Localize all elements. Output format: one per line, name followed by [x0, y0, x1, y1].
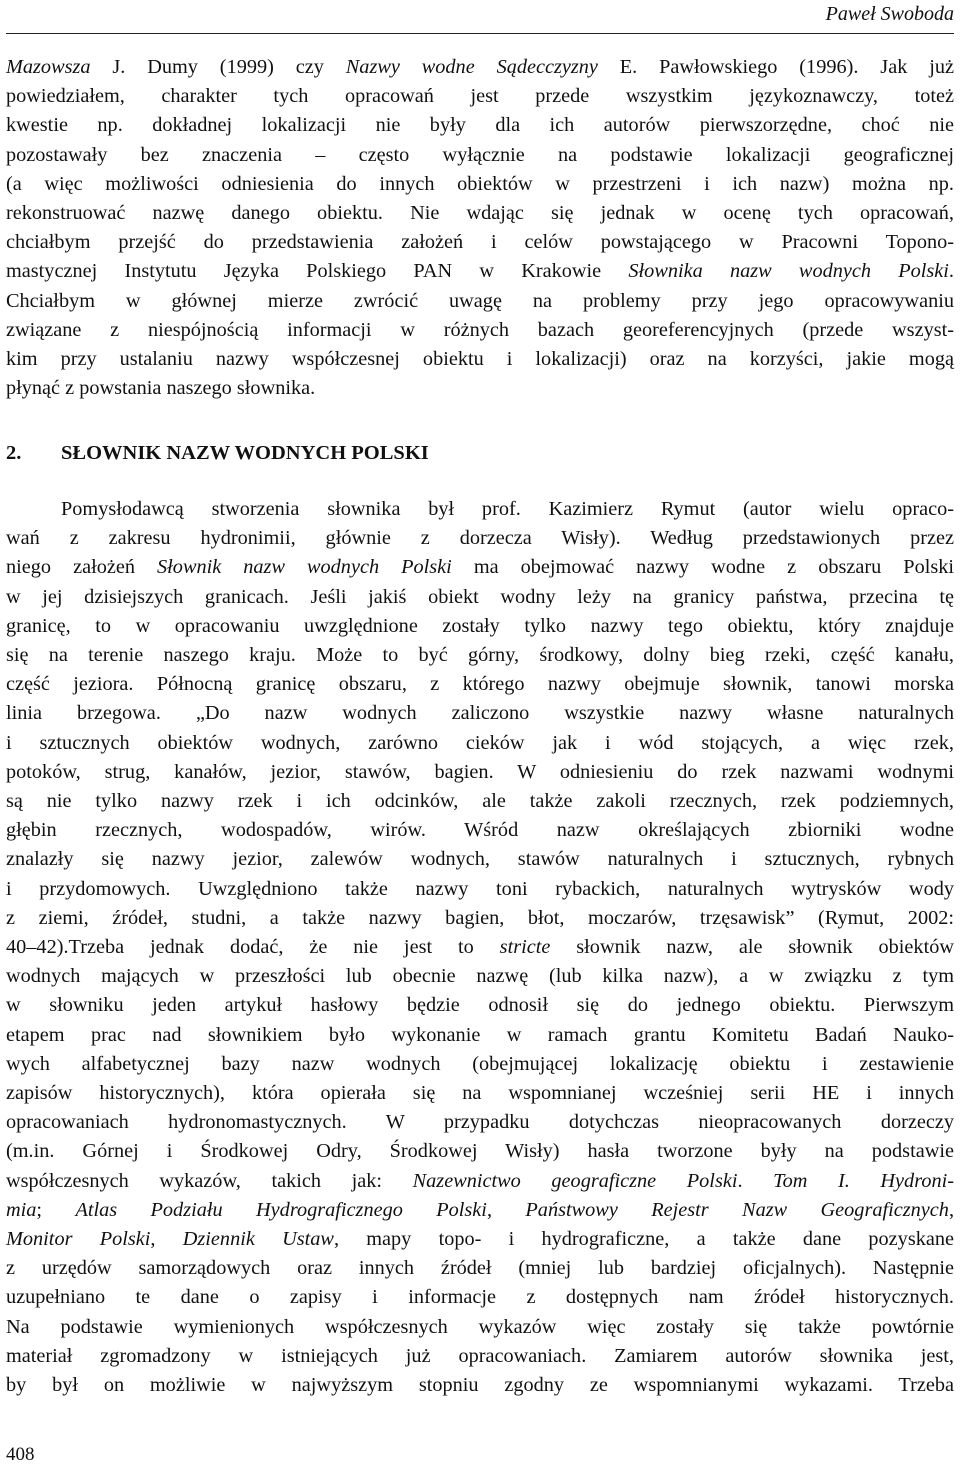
text-line: powiedziałem, charakter tych opracowań jest przede wszystkim językoznawczy, toteż	[6, 85, 954, 108]
text-line: płynąć z powstania naszego słownika.	[6, 377, 316, 400]
text-line: zapisów historycznych), która opierała się na wspomnianej wcześniej serii HE i innych	[6, 1082, 954, 1105]
italic-title: Nazewnictwo geograficzne Polski	[412, 1169, 738, 1192]
text-line: by był on możliwie w najwyższym stopniu zgodny ze wspomnianymi wykazami. Trzeba	[6, 1374, 954, 1397]
italic-term: stricte	[499, 936, 551, 959]
text-line: chciałbym przejść do przedstawienia założeń i celów powstającego w Pracowni Topono-	[6, 231, 954, 254]
text-line: etapem prac nad słownikiem było wykonanie w ramach grantu Komitetu Badań Nauko-	[6, 1023, 954, 1046]
text-line: granicę, to w opracowaniu uwzględnione zostały tylko nazwy tego obiektu, który znajduje	[6, 614, 954, 637]
text-line: kim przy ustalaniu nazwy współczesnej obiektu i lokalizacji) oraz na korzyści, jakie mogą	[6, 348, 954, 371]
text-line: wych alfabetycznej bazy nazw wodnych (obejmującej lokalizację obiektu i zestawienie	[6, 1052, 954, 1075]
text-line	[6, 53, 954, 82]
text-line: głębin rzecznych, wodospadów, wirów. Wśród nazw określających zbiorniki wodne	[6, 819, 954, 842]
text-line: wań z zakresu hydronimii, głównie z dorzecza Wisły). Według przedstawionych przez	[6, 527, 954, 550]
text-run: ,	[948, 1198, 955, 1221]
text-line: w słowniku jeden artykuł hasłowy będzie odnosił się do jednego obiektu. Pierwszym	[6, 994, 954, 1017]
italic-title: Mazowsza	[6, 56, 91, 78]
text-line: wodnych mających w przeszłości lub obecnie nazwę (lub kilka nazw), a w związku z tym	[6, 965, 954, 988]
text-line: z ziemi, źródeł, studni, a także nazwy bagien, błot, moczarów, trzęsawisk” (Rymut, 2002:	[6, 906, 954, 929]
text-line	[6, 1196, 954, 1225]
text-line	[6, 257, 954, 286]
text-run: E. Pawłowskiego (1996). Jak już	[597, 56, 954, 78]
text-run: .	[948, 260, 954, 283]
text-run: niego założeń	[6, 556, 158, 579]
text-line: linia brzegowa. „Do nazw wodnych zaliczono wszystkie nazwy własne naturalnych	[6, 702, 954, 725]
italic-title: Atlas Podziału Hydrograficznego Polski	[75, 1198, 487, 1221]
italic-title: Tom I. Hydroni-	[773, 1169, 955, 1192]
text-run: 40–42).Trzeba jednak dodać, że nie jest to	[6, 936, 500, 959]
text-line: w jej dzisiejszych granicach. Jeśli jakiś obiekt wodny leży na granicy państwa, przecina tę	[6, 585, 954, 608]
section-heading	[6, 438, 429, 468]
section-number: 2.	[6, 442, 22, 464]
text-line	[6, 1167, 954, 1196]
text-run: ;	[36, 1198, 76, 1221]
text-line: rekonstruować nazwę danego obiektu. Nie wdając się jednak w ocenę tych opracowań,	[6, 202, 954, 225]
header-rule	[6, 33, 954, 34]
text-run: .	[737, 1169, 774, 1192]
italic-title: mia	[6, 1198, 37, 1221]
text-line: się na terenie naszego kraju. Może to być górny, środkowy, dolny bieg rzeki, część kanału,	[6, 644, 954, 667]
italic-title: Nazwy wodne Sądecczyzny	[345, 56, 598, 78]
text-run: , mapy topo- i hydrograficzne, a także dane pozyskane	[333, 1228, 954, 1251]
text-line: opracowaniach hydronomastycznych. W przypadku dotychczas nieopracowanych dorzeczy	[6, 1111, 954, 1134]
italic-title: Państwowy Rejestr Nazw Geograficznych	[525, 1198, 949, 1221]
text-line: z urzędów samorządowych oraz innych źródeł (mniej lub bardziej oficjalnych). Następnie	[6, 1257, 954, 1280]
text-line: znalazły się nazwy jezior, zalewów wodnych, stawów naturalnych i sztucznych, rybnych	[6, 848, 954, 871]
text-line: (a więc możliwości odniesienia do innych obiektów w przestrzeni i ich nazw) można np.	[6, 172, 954, 195]
text-line: (m.in. Górnej i Środkowej Odry, Środkowej Wisły) hasła tworzone były na podstawie	[6, 1140, 954, 1163]
text-line: są nie tylko nazwy rzek i ich odcinków, ale także zakoli rzecznych, rzek podziemnych,	[6, 790, 954, 813]
text-run: ma obejmować nazwy wodne z obszaru Polski	[451, 556, 955, 579]
text-line: część jeziora. Północną granicę obszaru, z którego nazwy obejmuje słownik, tanowi morska	[6, 673, 954, 696]
italic-title: Monitor Polski	[6, 1228, 151, 1251]
paragraph-intro	[6, 53, 954, 403]
text-line	[6, 1225, 954, 1254]
page-number: 408	[6, 1444, 35, 1465]
text-line: związane z niespójnością informacji w różnych bazach georeferencyjnych (przede wszyst-	[6, 318, 954, 341]
italic-title: Słownika nazw wodnych Polski	[628, 260, 949, 283]
text-run: mastycznej Instytutu Języka Polskiego PAN w Krakowie	[6, 260, 629, 283]
text-run: J. Dumy (1999) czy	[90, 56, 346, 78]
text-line: materiał zgromadzony w istniejących już opracowaniach. Zamiarem autorów słownika jest,	[6, 1344, 954, 1367]
text-run: współczesnych wykazów, takich jak:	[6, 1169, 413, 1192]
text-line: Na podstawie wymienionych współczesnych wykazów więc zostały się także powtórnie	[6, 1315, 954, 1338]
text-line: i przydomowych. Uwzględniono także nazwy toni rybackich, naturalnych wytrysków wody	[6, 877, 954, 900]
paragraph-body	[6, 495, 954, 1400]
text-line	[6, 553, 954, 582]
text-run: słownik nazw, ale słownik obiektów	[550, 936, 954, 959]
text-line: i sztucznych obiektów wodnych, zarówno cieków jak i wód stojących, a więc rzek,	[6, 731, 954, 754]
text-line	[6, 933, 954, 962]
running-head: Paweł Swoboda	[825, 3, 954, 25]
italic-title: Słownik nazw wodnych Polski	[157, 556, 452, 579]
text-line: Chciałbym w głównej mierze zwrócić uwagę na problemy przy jego opracowywaniu	[6, 289, 954, 312]
text-run: ,	[486, 1198, 526, 1221]
text-line: Pomysłodawcą stworzenia słownika był prof. Kazimierz Rymut (autor wielu opraco-	[61, 498, 954, 520]
text-run: ,	[150, 1228, 183, 1251]
section-title: SŁOWNIK NAZW WODNYCH POLSKI	[61, 442, 429, 464]
text-line: potoków, strug, kanałów, jezior, stawów, bagien. W odniesieniu do rzek nazwami wodnymi	[6, 760, 954, 783]
text-line: kwestie np. dokładnej lokalizacji nie były dla ich autorów pierwszorzędne, choć nie	[6, 114, 954, 137]
text-line: pozostawały bez znaczenia – często wyłącznie na podstawie lokalizacji geograficznej	[6, 143, 954, 166]
text-line: uzupełniano te dane o zapisy i informacje z dostępnych nam źródeł historycznych.	[6, 1286, 954, 1309]
italic-title: Dziennik Ustaw	[182, 1228, 334, 1251]
